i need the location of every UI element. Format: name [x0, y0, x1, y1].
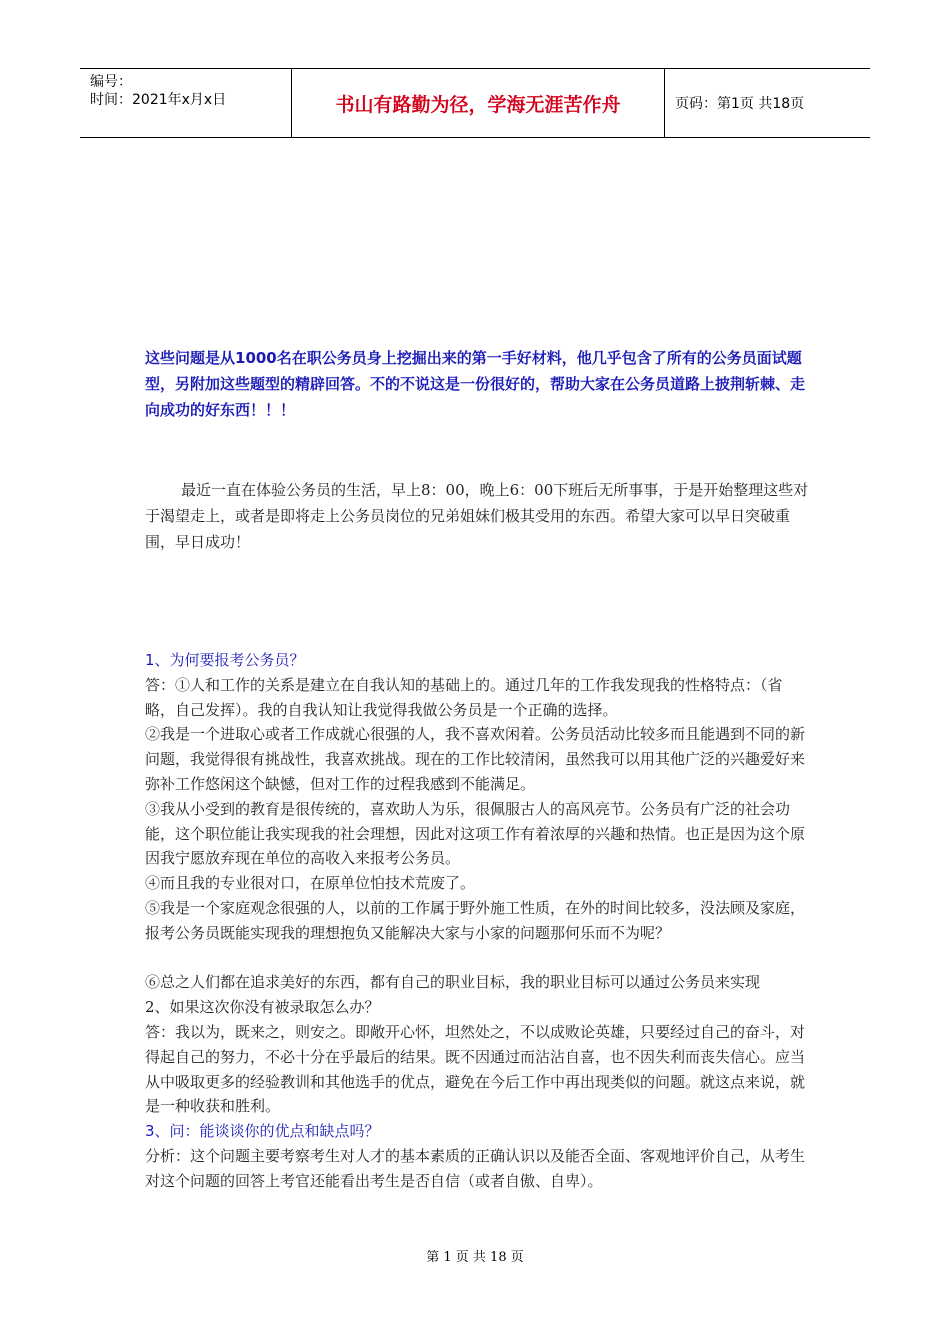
qa-body [145, 648, 810, 1194]
answer-1-point-2: ②我是一个进取心或者工作成就心很强的人，我不喜欢闲着。公务员活动比较多而且能遇到不同的新问题，我觉得很有挑战性，我喜欢挑战。现在的工作比较清闲，虽然我可以用其他广泛的兴趣爱好来弥补工作悠闲这个缺憾，但对工作的过程我感到不能满足。 [145, 725, 806, 793]
preface-paragraph: 最近一直在体验公务员的生活，早上8：00，晚上6：00下班后无所事事，于是开始整理这些对于渴望走上，或者是即将走上公务员岗位的兄弟姐妹们极其受用的东西。希望大家可以早日突破重围，早日成功！ [145, 481, 809, 551]
analysis-3: 分析：这个问题主要考察考生对人才的基本素质的正确认识以及能否全面、客观地评价自己，从考生对这个问题的回答上考官还能看出考生是否自信（或者自傲、自卑）。 [145, 1146, 806, 1190]
answer-1-point-1: 答：①人和工作的关系是建立在自我认知的基础上的。通过几年的工作我发现我的性格特点：（省略，自己发挥）。我的自我认知让我觉得我做公务员是一个正确的选择。 [145, 675, 783, 719]
question-1: 1、为何要报考公务员？ [145, 651, 305, 669]
answer-1-point-5: ⑤我是一个家庭观念很强的人，以前的工作属于野外施工性质，在外的时间比较多，没法顾及家庭，报考公务员既能实现我的理想抱负又能解决大家与小家的问题那何乐而不为呢？ [145, 898, 806, 942]
answer-1-point-6: ⑥总之人们都在追求美好的东西，都有自己的职业目标，我的职业目标可以通过公务员来实现 [145, 973, 761, 992]
date-label: 时间：2021年x月x日 [90, 92, 227, 108]
page-footer: 第 1 页 共 18 页 [426, 1250, 524, 1265]
answer-1-point-3: ③我从小受到的教育是很传统的，喜欢助人为乐，很佩服古人的高风亮节。公务员有广泛的社会功能，这个职位能让我实现我的社会理想，因此对这项工作有着浓厚的兴趣和热情。也正是因为这个原因我宁愿放弃现在单位的高收入来报考公务员。 [145, 799, 806, 868]
header-page-info: 页码：第1页 共18页 [675, 96, 805, 112]
spacer [145, 946, 810, 971]
answer-1-point-4: ④而且我的专业很对口，在原单位怕技术荒废了。 [145, 874, 476, 893]
code-label: 编号： [90, 74, 132, 90]
header-table [80, 68, 870, 138]
header-motto: 书山有路勤为径，学海无涯苦作舟 [292, 69, 665, 137]
answer-2: 答：我以为，既来之，则安之。即敞开心怀，坦然处之，不以成败论英雄，只要经过自己的奋斗，对得起自己的努力，不必十分在乎最后的结果。既不因通过而沾沾自喜，也不因失利而丧失信心。应当从中吸取更多的经验教训和其他选手的优点，避免在今后工作中再出现类似的问题。就这点来说，就是一种收获和胜利。 [145, 1022, 806, 1116]
question-2: 2、如果这次你没有被录取怎么办？ [145, 998, 380, 1017]
question-3: 3、问：能谈谈你的优点和缺点吗？ [145, 1122, 380, 1141]
intro-paragraph: 这些问题是从1000名在职公务员身上挖掘出来的第一手好材料，他几乎包含了所有的公务员面试题型，另附加这些题型的精辟回答。不的不说这是一份很好的，帮助大家在公务员道路上披荆斩棘、走向成功的好东西！！！ [145, 349, 806, 419]
header-left-cell [80, 69, 292, 137]
